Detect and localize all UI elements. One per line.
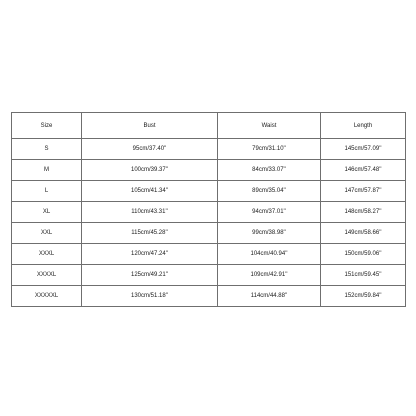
cell-bust: 120cm/47.24'' xyxy=(82,244,218,265)
cell-length: 147cm/57.87'' xyxy=(321,181,406,202)
cell-waist: 104cm/40.94'' xyxy=(218,244,321,265)
size-chart-table xyxy=(11,112,406,307)
cell-size: XXXXXL xyxy=(12,286,82,307)
cell-size: XXXXL xyxy=(12,265,82,286)
cell-size: XXXL xyxy=(12,244,82,265)
cell-waist: 79cm/31.10'' xyxy=(218,139,321,160)
cell-bust: 105cm/41.34'' xyxy=(82,181,218,202)
cell-size: M xyxy=(12,160,82,181)
table-row xyxy=(12,265,406,286)
cell-size: XXL xyxy=(12,223,82,244)
header-waist: Waist xyxy=(218,113,321,139)
table-header xyxy=(12,113,406,139)
cell-bust: 110cm/43.31'' xyxy=(82,202,218,223)
cell-length: 151cm/59.45'' xyxy=(321,265,406,286)
header-length: Length xyxy=(321,113,406,139)
cell-waist: 109cm/42.91'' xyxy=(218,265,321,286)
table-row xyxy=(12,223,406,244)
cell-bust: 115cm/45.28'' xyxy=(82,223,218,244)
cell-length: 146cm/57.48'' xyxy=(321,160,406,181)
cell-length: 145cm/57.09'' xyxy=(321,139,406,160)
cell-waist: 99cm/38.98'' xyxy=(218,223,321,244)
cell-bust: 130cm/51.18'' xyxy=(82,286,218,307)
table-row xyxy=(12,139,406,160)
table-row xyxy=(12,181,406,202)
table-row xyxy=(12,286,406,307)
cell-waist: 114cm/44.88'' xyxy=(218,286,321,307)
header-size: Size xyxy=(12,113,82,139)
cell-bust: 95cm/37.40'' xyxy=(82,139,218,160)
cell-length: 148cm/58.27'' xyxy=(321,202,406,223)
table-body xyxy=(12,139,406,307)
cell-size: S xyxy=(12,139,82,160)
cell-waist: 84cm/33.07'' xyxy=(218,160,321,181)
table-row xyxy=(12,244,406,265)
table-row xyxy=(12,160,406,181)
cell-size: L xyxy=(12,181,82,202)
cell-bust: 100cm/39.37'' xyxy=(82,160,218,181)
header-bust: Bust xyxy=(82,113,218,139)
cell-length: 149cm/58.66'' xyxy=(321,223,406,244)
cell-length: 152cm/59.84'' xyxy=(321,286,406,307)
cell-length: 150cm/59.06'' xyxy=(321,244,406,265)
cell-waist: 94cm/37.01'' xyxy=(218,202,321,223)
header-row xyxy=(12,113,406,139)
cell-waist: 89cm/35.04'' xyxy=(218,181,321,202)
table-row xyxy=(12,202,406,223)
cell-size: XL xyxy=(12,202,82,223)
cell-bust: 125cm/49.21'' xyxy=(82,265,218,286)
